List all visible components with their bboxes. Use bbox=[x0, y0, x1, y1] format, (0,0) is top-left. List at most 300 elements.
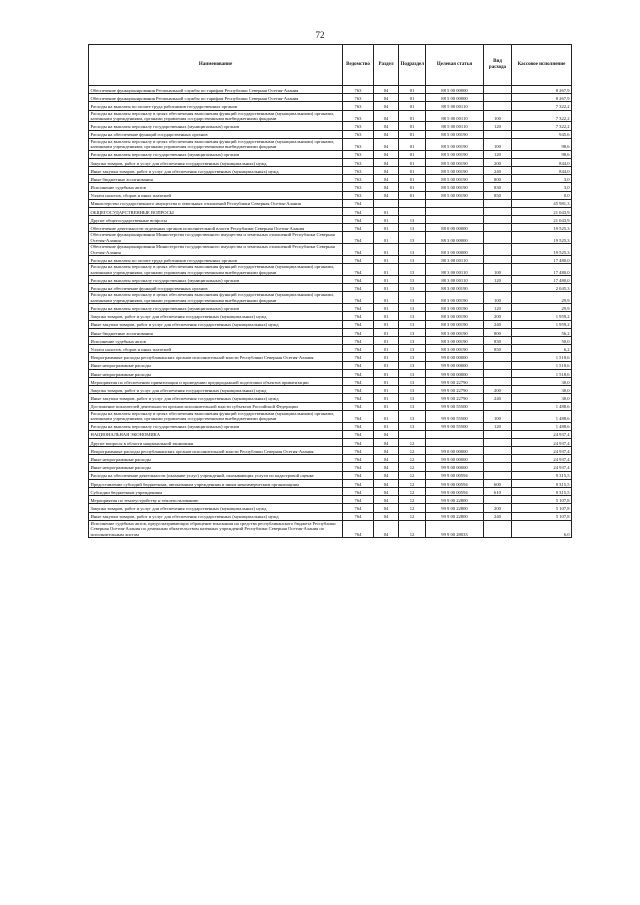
cell-subsection: 13 bbox=[399, 353, 426, 361]
cell-amount: 7 322,2 bbox=[512, 102, 572, 110]
cell-dept: 764 bbox=[343, 320, 374, 328]
cell-expense-type bbox=[484, 369, 512, 377]
cell-target: 99 0 00 00000 bbox=[426, 447, 484, 455]
cell-target: 88 3 00 00190 bbox=[426, 292, 484, 304]
cell-dept: 764 bbox=[343, 386, 374, 394]
cell-amount: 8 267,9 bbox=[512, 86, 572, 94]
cell-expense-type: 850 bbox=[484, 345, 512, 353]
cell-expense-type bbox=[484, 471, 512, 479]
cell-amount: 24 937,4 bbox=[512, 455, 572, 463]
cell-expense-type bbox=[484, 244, 512, 256]
cell-name: Уплата налогов, сборов и иных платежей bbox=[89, 345, 343, 353]
cell-dept: 764 bbox=[343, 328, 374, 336]
cell-amount: 19 525,3 bbox=[512, 232, 572, 244]
cell-amount: 1 959,2 bbox=[512, 312, 572, 320]
cell-subsection: 13 bbox=[399, 410, 426, 422]
cell-subsection: 13 bbox=[399, 312, 426, 320]
cell-expense-type: 100 bbox=[484, 292, 512, 304]
table-row bbox=[89, 471, 572, 479]
cell-target: 88 3 00 00190 bbox=[426, 304, 484, 312]
cell-name: Иные непрограммные расходы bbox=[89, 369, 343, 377]
cell-amount: 19 525,3 bbox=[512, 224, 572, 232]
cell-subsection: 12 bbox=[399, 438, 426, 446]
cell-expense-type: 800 bbox=[484, 175, 512, 183]
cell-target: 88 5 00 00190 bbox=[426, 130, 484, 138]
cell-amount: 19 525,3 bbox=[512, 244, 572, 256]
cell-name: Расходы на выплаты персоналу в целях обеспечения выполнения функций государственными (муниципальными) органами, казенными учреждениями, органами управления государственными внебюджетными фондами bbox=[89, 110, 343, 122]
cell-target: 88 5 00 00000 bbox=[426, 94, 484, 102]
cell-subsection: 01 bbox=[399, 175, 426, 183]
cell-name: Расходы на выплаты персоналу государственных (муниципальных) органов bbox=[89, 304, 343, 312]
cell-name: Обеспечение функционирования Региональной службы по тарифам Республики Северная Осетия-Алания bbox=[89, 94, 343, 102]
table-row bbox=[89, 312, 572, 320]
cell-dept: 764 bbox=[343, 304, 374, 312]
cell-dept: 764 bbox=[343, 402, 374, 410]
cell-amount: 21 043,9 bbox=[512, 207, 572, 215]
cell-name: Расходы на выплаты персоналу в целях обеспечения выполнения функций государственными (муниципальными) органами, казенными учреждениями, органами управления государственными внебюджетными фондами bbox=[89, 138, 343, 150]
cell-target: 88 3 00 00110 bbox=[426, 276, 484, 284]
cell-dept: 763 bbox=[343, 86, 374, 94]
cell-amount: 21 043,9 bbox=[512, 216, 572, 224]
cell-dept: 763 bbox=[343, 158, 374, 166]
cell-section: 01 bbox=[374, 328, 399, 336]
cell-target: 88 5 00 00190 bbox=[426, 158, 484, 166]
cell-dept: 763 bbox=[343, 130, 374, 138]
cell-name: Субсидии бюджетным учреждениям bbox=[89, 488, 343, 496]
cell-dept: 763 bbox=[343, 175, 374, 183]
cell-name: Закупка товаров, работ и услуг для обеспечения государственных (муниципальных) нужд bbox=[89, 386, 343, 394]
header-subsection: Подраздел bbox=[399, 45, 426, 86]
header-name: Наименование bbox=[89, 45, 343, 86]
cell-amount: 17 480,0 bbox=[512, 264, 572, 276]
cell-amount: 2 045,3 bbox=[512, 284, 572, 292]
table-row bbox=[89, 496, 572, 504]
cell-subsection: 01 bbox=[399, 94, 426, 102]
cell-target: 88 3 00 00190 bbox=[426, 284, 484, 292]
cell-section: 04 bbox=[374, 86, 399, 94]
cell-target: 88 5 00 00190 bbox=[426, 175, 484, 183]
cell-dept: 763 bbox=[343, 138, 374, 150]
cell-subsection: 13 bbox=[399, 345, 426, 353]
table-row bbox=[89, 94, 572, 102]
cell-subsection: 01 bbox=[399, 158, 426, 166]
cell-expense-type: 120 bbox=[484, 122, 512, 130]
table-row bbox=[89, 345, 572, 353]
cell-expense-type bbox=[484, 402, 512, 410]
cell-name: Иные непрограммные расходы bbox=[89, 463, 343, 471]
cell-name: Расходы на обеспечение функций государственных органов bbox=[89, 130, 343, 138]
cell-name: Расходы на выплаты по оплате труда работников государственных органов bbox=[89, 102, 343, 110]
cell-name: Расходы на выплаты персоналу в целях обеспечения выполнения функций государственными (муниципальными) органами, казенными учреждениями, органами управления государственными внебюджетными фондами bbox=[89, 410, 343, 422]
cell-subsection: 12 bbox=[399, 447, 426, 455]
cell-expense-type: 240 bbox=[484, 166, 512, 174]
table-row bbox=[89, 232, 572, 244]
table-row bbox=[89, 512, 572, 520]
cell-section: 01 bbox=[374, 304, 399, 312]
cell-expense-type bbox=[484, 199, 512, 207]
cell-subsection: 13 bbox=[399, 256, 426, 264]
cell-expense-type bbox=[484, 438, 512, 446]
cell-dept: 764 bbox=[343, 394, 374, 402]
cell-subsection: 01 bbox=[399, 122, 426, 130]
cell-target: 99 9 00 00594 bbox=[426, 471, 484, 479]
cell-subsection: 13 bbox=[399, 276, 426, 284]
cell-expense-type bbox=[484, 207, 512, 215]
cell-expense-type: 200 bbox=[484, 158, 512, 166]
cell-subsection: 13 bbox=[399, 244, 426, 256]
cell-subsection: 13 bbox=[399, 284, 426, 292]
cell-dept: 764 bbox=[343, 244, 374, 256]
table-row bbox=[89, 110, 572, 122]
table-row bbox=[89, 284, 572, 292]
cell-section: 04 bbox=[374, 504, 399, 512]
cell-name: Закупка товаров, работ и услуг для обеспечения государственных (муниципальных) нужд bbox=[89, 312, 343, 320]
cell-subsection: 13 bbox=[399, 369, 426, 377]
cell-target: 88 5 00 00190 bbox=[426, 150, 484, 158]
cell-name: Иные бюджетные ассигнования bbox=[89, 328, 343, 336]
cell-name: НАЦИОНАЛЬНАЯ ЭКОНОМИКА bbox=[89, 430, 343, 438]
cell-name: Обеспечение функционирования Министерства государственного имущества и земельных отношений Республики Северная Осетия-Алания bbox=[89, 232, 343, 244]
header-dept: Ведомство bbox=[343, 45, 374, 86]
cell-subsection: 13 bbox=[399, 320, 426, 328]
cell-subsection: 13 bbox=[399, 224, 426, 232]
cell-dept: 764 bbox=[343, 284, 374, 292]
cell-expense-type: 200 bbox=[484, 312, 512, 320]
cell-target: 99 9 00 55500 bbox=[426, 422, 484, 430]
cell-section: 04 bbox=[374, 463, 399, 471]
cell-expense-type bbox=[484, 496, 512, 504]
cell-subsection: 12 bbox=[399, 463, 426, 471]
cell-section: 01 bbox=[374, 410, 399, 422]
cell-dept: 763 bbox=[343, 191, 374, 199]
cell-expense-type: 240 bbox=[484, 512, 512, 520]
cell-expense-type: 120 bbox=[484, 304, 512, 312]
cell-section: 01 bbox=[374, 386, 399, 394]
cell-dept: 764 bbox=[343, 256, 374, 264]
cell-section: 01 bbox=[374, 394, 399, 402]
table-row bbox=[89, 264, 572, 276]
cell-subsection: 13 bbox=[399, 264, 426, 276]
cell-target: 88 0 00 00000 bbox=[426, 224, 484, 232]
cell-name: Предоставление субсидий бюджетным, автономным учреждениям и иным некоммерческим организациям bbox=[89, 479, 343, 487]
table-body bbox=[89, 86, 572, 538]
cell-name: Исполнение судебных актов bbox=[89, 337, 343, 345]
cell-subsection: 12 bbox=[399, 520, 426, 537]
cell-expense-type bbox=[484, 377, 512, 385]
cell-amount: 17 480,0 bbox=[512, 256, 572, 264]
cell-expense-type: 200 bbox=[484, 504, 512, 512]
cell-section: 04 bbox=[374, 150, 399, 158]
cell-target: 99 9 00 00000 bbox=[426, 361, 484, 369]
cell-target: 88 5 00 00110 bbox=[426, 122, 484, 130]
cell-name: Иные непрограммные расходы bbox=[89, 455, 343, 463]
cell-amount: 29,9 bbox=[512, 304, 572, 312]
table-row bbox=[89, 292, 572, 304]
cell-amount: 30,0 bbox=[512, 386, 572, 394]
cell-amount: 45 981,3 bbox=[512, 199, 572, 207]
table-row bbox=[89, 183, 572, 191]
cell-expense-type: 120 bbox=[484, 422, 512, 430]
table-row bbox=[89, 224, 572, 232]
cell-amount: 8 267,9 bbox=[512, 94, 572, 102]
table-row bbox=[89, 86, 572, 94]
budget-table bbox=[88, 44, 572, 538]
cell-amount: 9 315,5 bbox=[512, 488, 572, 496]
cell-target: 88 5 00 00190 bbox=[426, 166, 484, 174]
cell-expense-type: 800 bbox=[484, 328, 512, 336]
cell-section: 01 bbox=[374, 207, 399, 215]
cell-amount: 6,0 bbox=[512, 520, 572, 537]
cell-dept: 764 bbox=[343, 224, 374, 232]
cell-target: 99 9 00 00000 bbox=[426, 463, 484, 471]
cell-name: Иные бюджетные ассигнования bbox=[89, 175, 343, 183]
cell-subsection: 01 bbox=[399, 138, 426, 150]
cell-amount: 1 518,6 bbox=[512, 361, 572, 369]
cell-expense-type bbox=[484, 430, 512, 438]
cell-target: 88 3 00 00190 bbox=[426, 320, 484, 328]
table-row bbox=[89, 150, 572, 158]
cell-amount: 1 959,2 bbox=[512, 320, 572, 328]
cell-name: Достижение показателей деятельности органов исполнительной власти субъектов Российской Федерации bbox=[89, 402, 343, 410]
cell-expense-type bbox=[484, 455, 512, 463]
cell-target: 99 9 00 22790 bbox=[426, 394, 484, 402]
cell-target bbox=[426, 438, 484, 446]
cell-target: 99 9 00 22790 bbox=[426, 377, 484, 385]
cell-section: 04 bbox=[374, 130, 399, 138]
cell-dept: 764 bbox=[343, 369, 374, 377]
cell-name: Уплата налогов, сборов и иных платежей bbox=[89, 191, 343, 199]
table-row bbox=[89, 463, 572, 471]
cell-target: 88 3 00 00110 bbox=[426, 256, 484, 264]
cell-subsection: 13 bbox=[399, 402, 426, 410]
cell-amount: 24 937,4 bbox=[512, 463, 572, 471]
table-row bbox=[89, 488, 572, 496]
cell-expense-type bbox=[484, 216, 512, 224]
table-row bbox=[89, 102, 572, 110]
table-row bbox=[89, 304, 572, 312]
cell-expense-type bbox=[484, 353, 512, 361]
cell-target: 88 5 00 00190 bbox=[426, 191, 484, 199]
cell-target: 99 9 00 22800 bbox=[426, 504, 484, 512]
cell-subsection: 12 bbox=[399, 512, 426, 520]
cell-expense-type bbox=[484, 224, 512, 232]
cell-expense-type bbox=[484, 520, 512, 537]
cell-amount: 9 315,5 bbox=[512, 479, 572, 487]
table-row bbox=[89, 386, 572, 394]
cell-section: 04 bbox=[374, 455, 399, 463]
cell-section: 04 bbox=[374, 479, 399, 487]
cell-dept: 764 bbox=[343, 438, 374, 446]
table-row bbox=[89, 402, 572, 410]
cell-dept: 764 bbox=[343, 496, 374, 504]
cell-expense-type bbox=[484, 130, 512, 138]
cell-dept: 764 bbox=[343, 345, 374, 353]
cell-amount: 844,0 bbox=[512, 166, 572, 174]
cell-name: Другие общегосударственные вопросы bbox=[89, 216, 343, 224]
cell-expense-type: 850 bbox=[484, 191, 512, 199]
cell-section: 04 bbox=[374, 166, 399, 174]
cell-target: 88 3 00 00190 bbox=[426, 312, 484, 320]
cell-target: 88 3 00 00190 bbox=[426, 345, 484, 353]
cell-section: 04 bbox=[374, 94, 399, 102]
table-row bbox=[89, 377, 572, 385]
cell-expense-type: 100 bbox=[484, 138, 512, 150]
cell-target: 88 5 00 00000 bbox=[426, 86, 484, 94]
cell-target: 88 5 00 00190 bbox=[426, 138, 484, 150]
cell-name: Иные закупки товаров, работ и услуг для обеспечения государственных (муниципальных) нужд bbox=[89, 512, 343, 520]
cell-dept: 764 bbox=[343, 512, 374, 520]
cell-section: 01 bbox=[374, 353, 399, 361]
cell-amount: 945,6 bbox=[512, 130, 572, 138]
cell-expense-type: 830 bbox=[484, 337, 512, 345]
cell-name: Расходы на выплаты персоналу государственных (муниципальных) органов bbox=[89, 422, 343, 430]
cell-amount: 24 937,4 bbox=[512, 438, 572, 446]
cell-expense-type bbox=[484, 284, 512, 292]
cell-section: 01 bbox=[374, 345, 399, 353]
cell-dept: 764 bbox=[343, 292, 374, 304]
cell-dept: 764 bbox=[343, 337, 374, 345]
table-row bbox=[89, 199, 572, 207]
cell-expense-type bbox=[484, 232, 512, 244]
cell-section: 01 bbox=[374, 284, 399, 292]
cell-dept: 763 bbox=[343, 94, 374, 102]
cell-name: Исполнение судебных актов bbox=[89, 183, 343, 191]
cell-name: Расходы на выплаты персоналу государственных (муниципальных) органов bbox=[89, 150, 343, 158]
cell-section: 01 bbox=[374, 292, 399, 304]
cell-section: 01 bbox=[374, 224, 399, 232]
cell-section: 01 bbox=[374, 264, 399, 276]
cell-subsection: 13 bbox=[399, 232, 426, 244]
cell-amount: 1 488,6 bbox=[512, 402, 572, 410]
table-row bbox=[89, 207, 572, 215]
cell-target: 88 3 00 00190 bbox=[426, 328, 484, 336]
cell-amount: 6,2 bbox=[512, 345, 572, 353]
cell-target bbox=[426, 207, 484, 215]
cell-name: Обеспечение деятельности отдельных органов исполнительной власти Республики Северная Осетия-Алания bbox=[89, 224, 343, 232]
cell-amount: 1 488,6 bbox=[512, 422, 572, 430]
table-row bbox=[89, 430, 572, 438]
cell-subsection: 12 bbox=[399, 455, 426, 463]
cell-target: 99 9 00 22800 bbox=[426, 512, 484, 520]
cell-amount: 7 322,2 bbox=[512, 110, 572, 122]
cell-amount: 1 518,6 bbox=[512, 353, 572, 361]
cell-name: Расходы на обеспечение деятельности (оказание услуг) учреждений, оказывающих услуги по кадастровой оценке bbox=[89, 471, 343, 479]
cell-expense-type: 120 bbox=[484, 150, 512, 158]
cell-subsection: 01 bbox=[399, 166, 426, 174]
cell-name: Исполнение судебных актов, предусматривающих обращение взыскания на средства республиканского бюджета Республики Северная Осетия-Алания по денежным обязательствам казенных учреждений Республики Северная Осетия-Алания по исполнительным листам bbox=[89, 520, 343, 537]
cell-amount: 5 107,8 bbox=[512, 504, 572, 512]
cell-dept: 764 bbox=[343, 232, 374, 244]
cell-subsection: 01 bbox=[399, 130, 426, 138]
table-row bbox=[89, 410, 572, 422]
cell-subsection: 13 bbox=[399, 422, 426, 430]
header-target: Целевая статья bbox=[426, 45, 484, 86]
cell-expense-type: 240 bbox=[484, 320, 512, 328]
table-row bbox=[89, 191, 572, 199]
cell-target: 88 3 00 00190 bbox=[426, 337, 484, 345]
cell-dept: 763 bbox=[343, 110, 374, 122]
cell-subsection: 13 bbox=[399, 337, 426, 345]
cell-expense-type: 830 bbox=[484, 183, 512, 191]
cell-name: Расходы на выплаты персоналу в целях обеспечения выполнения функций государственными (муниципальными) органами, казенными учреждениями, органами управления государственными внебюджетными фондами bbox=[89, 292, 343, 304]
cell-dept: 764 bbox=[343, 216, 374, 224]
header-section: Раздел bbox=[374, 45, 399, 86]
table-row bbox=[89, 256, 572, 264]
table-row bbox=[89, 122, 572, 130]
cell-name: Мероприятия по землеустройству и землепользованию bbox=[89, 496, 343, 504]
cell-section: 01 bbox=[374, 361, 399, 369]
table-row bbox=[89, 276, 572, 284]
table-row bbox=[89, 175, 572, 183]
cell-amount: 0,0 bbox=[512, 191, 572, 199]
cell-section: 04 bbox=[374, 102, 399, 110]
cell-amount: 5 107,8 bbox=[512, 496, 572, 504]
cell-dept: 764 bbox=[343, 520, 374, 537]
cell-target: 99 0 00 00000 bbox=[426, 353, 484, 361]
cell-section: 04 bbox=[374, 183, 399, 191]
cell-section: 04 bbox=[374, 122, 399, 130]
cell-name: Иные закупки товаров, работ и услуг для обеспечения государственных (муниципальных) нужд bbox=[89, 320, 343, 328]
cell-target: 88 5 00 00110 bbox=[426, 102, 484, 110]
cell-expense-type: 100 bbox=[484, 410, 512, 422]
cell-amount: 5 107,8 bbox=[512, 512, 572, 520]
cell-subsection: 12 bbox=[399, 504, 426, 512]
cell-subsection: 13 bbox=[399, 394, 426, 402]
cell-subsection: 01 bbox=[399, 183, 426, 191]
table-row bbox=[89, 438, 572, 446]
cell-dept: 764 bbox=[343, 199, 374, 207]
cell-dept: 763 bbox=[343, 183, 374, 191]
table-row bbox=[89, 320, 572, 328]
cell-target: 88 5 00 00190 bbox=[426, 183, 484, 191]
cell-name: Министерство государственного имущества и земельных отношений Республики Северная Осетия-Алания bbox=[89, 199, 343, 207]
cell-section: 04 bbox=[374, 520, 399, 537]
cell-subsection: 01 bbox=[399, 86, 426, 94]
cell-name: Мероприятия по обеспечению приватизации и проведению предпродажной подготовки объектов приватизации bbox=[89, 377, 343, 385]
cell-dept: 764 bbox=[343, 353, 374, 361]
cell-expense-type bbox=[484, 256, 512, 264]
cell-subsection: 13 bbox=[399, 292, 426, 304]
cell-section: 04 bbox=[374, 158, 399, 166]
cell-target bbox=[426, 199, 484, 207]
table-row bbox=[89, 138, 572, 150]
cell-dept: 764 bbox=[343, 455, 374, 463]
cell-subsection: 12 bbox=[399, 479, 426, 487]
table-row bbox=[89, 504, 572, 512]
table-row bbox=[89, 422, 572, 430]
cell-name: Обеспечение функционирования Министерства государственного имущества и земельных отношений Республики Северная Осетия-Алания bbox=[89, 244, 343, 256]
cell-dept: 764 bbox=[343, 479, 374, 487]
cell-target bbox=[426, 430, 484, 438]
cell-name: Расходы на выплаты персоналу в целях обеспечения выполнения функций государственными (муниципальными) органами, казенными учреждениями, органами управления государственными внебюджетными фондами bbox=[89, 264, 343, 276]
cell-name: Расходы на обеспечение функций государственных органов bbox=[89, 284, 343, 292]
cell-section: 04 bbox=[374, 175, 399, 183]
cell-section: 04 bbox=[374, 191, 399, 199]
cell-section: 01 bbox=[374, 320, 399, 328]
cell-expense-type bbox=[484, 447, 512, 455]
cell-expense-type: 240 bbox=[484, 394, 512, 402]
cell-dept: 764 bbox=[343, 471, 374, 479]
cell-amount: 24 937,4 bbox=[512, 430, 572, 438]
cell-dept: 763 bbox=[343, 122, 374, 130]
cell-target: 88 3 00 00000 bbox=[426, 232, 484, 244]
cell-dept: 764 bbox=[343, 361, 374, 369]
cell-section: 04 bbox=[374, 471, 399, 479]
cell-subsection bbox=[399, 430, 426, 438]
cell-amount: 50,0 bbox=[512, 337, 572, 345]
cell-subsection: 13 bbox=[399, 304, 426, 312]
cell-name: Расходы на выплаты персоналу государственных (муниципальных) органов bbox=[89, 276, 343, 284]
